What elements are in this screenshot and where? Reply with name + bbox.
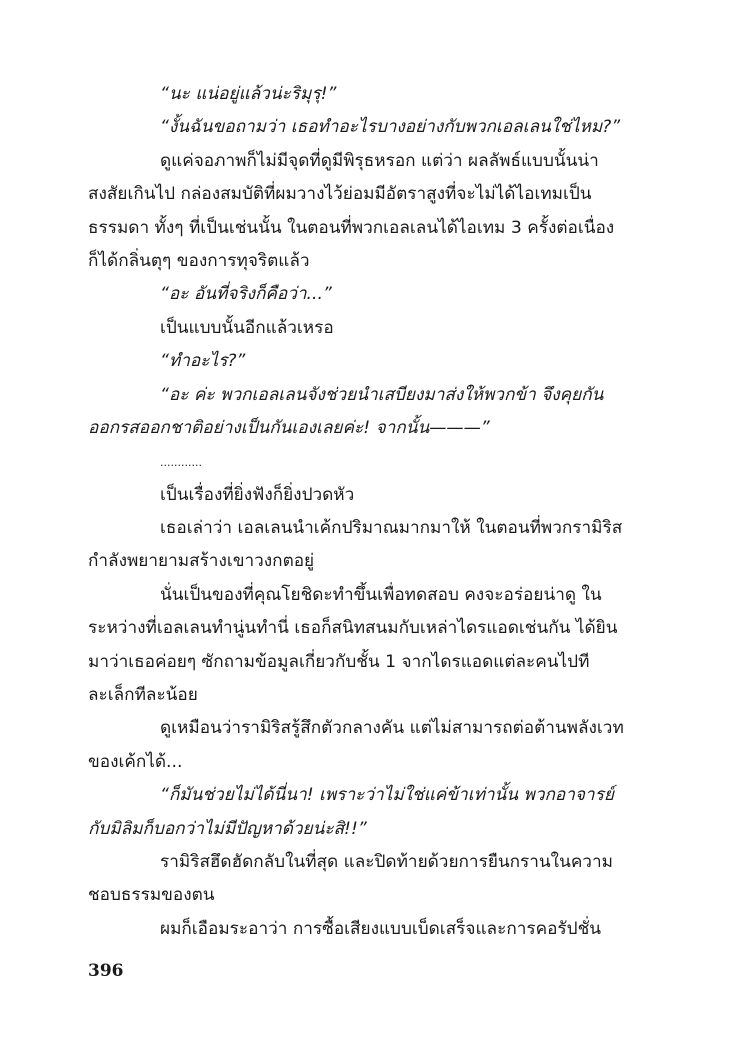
text-line: รามิริสฮึดฮัดกลับในที่สุด และปิดท้ายด้วยการยืนกรานในความ <box>160 851 613 872</box>
text-line: เป็นเรื่องที่ยิ่งฟังก็ยิ่งปวดหัว <box>160 484 355 505</box>
text-line: “นะ แน่อยู่แล้วน่ะริมุรุ!” <box>160 84 337 104</box>
text-line: “อะ อันที่จริงก็คือว่า...” <box>160 284 332 305</box>
text-line: ของเค้กได้... <box>88 751 183 772</box>
text-line: ระหว่างที่เอลเลนทำนู่นทำนี่ เธอก็สนิทสนมกับเหล่าไดรแอดเช่นกัน ได้ยิน <box>88 618 618 639</box>
dots: ............ <box>160 456 202 470</box>
text-line: ก็ได้กลิ่นตุๆ ของการทุจริตแล้ว <box>88 250 310 271</box>
text-line: ชอบธรรมของตน <box>88 885 215 906</box>
text-line: เป็นแบบนั้นอีกแล้วเหรอ <box>160 317 334 338</box>
text-line: “อะ ค่ะ พวกเอลเลนจังช่วยนำเสบียงมาส่งให้พวกข้า จึงคุยกัน <box>160 384 604 405</box>
text-line: ผมก็เอือมระอาว่า การซื้อเสียงแบบเบ็ดเสร็จและการคอรัปชั่น <box>160 918 601 939</box>
text-line: ดูแค่จอภาพก็ไม่มีจุดที่ดูมีพิรุธหรอก แต่ว่า ผลลัพธ์แบบนั้นน่า <box>160 150 599 171</box>
page-number: 396 <box>88 961 124 981</box>
text-line: กับมิลิมก็บอกว่าไม่มีปัญหาด้วยน่ะสิ!!” <box>88 818 367 839</box>
ellipsis-separator <box>88 445 653 478</box>
text-line: เธอเล่าว่า เอลเลนนำเค้กปริมาณมากมาให้ ในตอนที่พวกรามิริส <box>160 518 623 539</box>
text-line: “ทำอะไร?” <box>160 351 246 372</box>
text-line: ละเล็กทีละน้อย <box>88 685 198 706</box>
text-line: “งั้นฉันขอถามว่า เธอทำอะไรบางอย่างกับพวกเอลเลนใช่ไหม?” <box>160 117 621 138</box>
text-line: ดูเหมือนว่ารามิริสรู้สึกตัวกลางคัน แต่ไม่สามารถต่อต้านพลังเวท <box>160 718 624 739</box>
text-line: ธรรมดา ทั้งๆ ที่เป็นเช่นนั้น ในตอนที่พวกเอลเลนได้ไอเทม 3 ครั้งต่อเนื่อง <box>88 217 615 238</box>
text-line: สงสัยเกินไป กล่องสมบัติที่ผมวางไว้ย่อมมีอัตราสูงที่จะไม่ได้ไอเทมเป็น <box>88 184 592 205</box>
body-text <box>88 78 653 946</box>
text-line: นั่นเป็นของที่คุณโยชิดะทำขึ้นเพื่อทดสอบ คงจะอร่อยน่าดู ใน <box>160 584 602 605</box>
text-line: กำลังพยายามสร้างเขาวงกตอยู่ <box>88 551 315 572</box>
text-line: “ก็มันช่วยไม่ได้นี่นา! เพราะว่าไม่ใช่แค่ข้าเท่านั้น พวกอาจารย์ <box>160 785 614 806</box>
text-line: ออกรสออกชาติอย่างเป็นกันเองเลยค่ะ! จากนั้น———” <box>88 417 490 438</box>
text-line: มาว่าเธอค่อยๆ ซักถามข้อมูลเกี่ยวกับชั้น 1 จากไดรแอดแต่ละคนไปที <box>88 651 590 672</box>
